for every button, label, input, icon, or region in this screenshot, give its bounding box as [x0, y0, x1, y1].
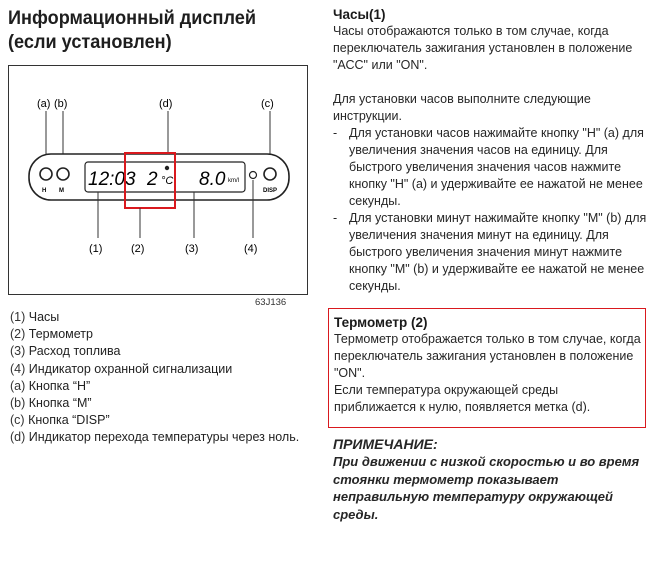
- callout-1: (1): [89, 243, 103, 255]
- m-button-label: M: [59, 188, 64, 194]
- h-button-label: H: [42, 188, 47, 194]
- m-button: [57, 168, 69, 180]
- note-text: При движении с низкой скоростью и во время стоянки термометр показывает неправильную температуру окружающей среды.: [333, 454, 640, 522]
- callout-c: (c): [261, 98, 274, 110]
- callout-4: (4): [244, 243, 258, 255]
- zero-crossing-icon: [165, 166, 169, 170]
- callout-2: (2): [131, 243, 145, 255]
- clock-section: [333, 6, 651, 295]
- h-button: [40, 168, 52, 180]
- alarm-indicator-icon: [250, 172, 257, 179]
- disp-button-label: DISP: [263, 188, 278, 194]
- list-item: (d) Индикатор перехода температуры через ноль.: [10, 430, 300, 445]
- thermometer-section: [334, 314, 642, 416]
- temp-unit: °C: [161, 175, 174, 187]
- display-figure: [8, 65, 308, 295]
- callout-a: (a): [37, 98, 51, 110]
- list-item: (b) Кнопка “M”: [10, 396, 92, 411]
- clock-setup-intro: Для установки часов выполните следующие инструкции.: [333, 92, 591, 123]
- list-item: - Для установки минут нажимайте кнопку "М" (b) для увеличения значения минут на единицу. Для быстрого увеличения значения минут нажмите кнопку "М" (b) и удерживайте ее нажатой не менее секунды.: [333, 210, 651, 295]
- list-item: (3) Расход топлива: [10, 344, 121, 359]
- list-item: (4) Индикатор охранной сигнализации: [10, 361, 233, 376]
- list-item: (c) Кнопка “DISP”: [10, 413, 110, 428]
- note-section: [333, 436, 651, 523]
- thermometer-text-1: Термометр отображается только в том случае, когда переключатель зажигания установлен в положение "ON".: [334, 332, 641, 380]
- clock-heading: Часы(1): [333, 7, 386, 22]
- list-item: (a) Кнопка “H”: [10, 378, 91, 393]
- list-item: (2) Термометр: [10, 327, 93, 342]
- page-title: Информационный дисплей (если установлен): [8, 7, 256, 53]
- fuel-reading: 8.0: [199, 169, 226, 190]
- display-illustration: [9, 66, 306, 293]
- fuel-unit: km/l: [228, 178, 239, 184]
- callout-d: (d): [159, 98, 173, 110]
- disp-button: [264, 168, 276, 180]
- list-item: - Для установки часов нажимайте кнопку "Н" (а) для увеличения значения часов на единицу. Для быстрого увеличения значения часов нажмите кнопку "Н" (а) и удерживайте ее нажатой не менее секунды.: [333, 125, 651, 210]
- note-heading: ПРИМЕЧАНИЕ:: [333, 436, 438, 452]
- callout-b: (b): [54, 98, 68, 110]
- thermometer-heading: Термометр (2): [334, 315, 428, 330]
- callout-3: (3): [185, 243, 199, 255]
- figure-code: 63J136: [255, 297, 287, 308]
- list-item: (1) Часы: [10, 310, 60, 324]
- clock-steps: [333, 125, 651, 295]
- temp-reading: 2: [147, 169, 158, 190]
- legend-list: [10, 309, 315, 447]
- clock-intro: Часы отображаются только в том случае, когда переключатель зажигания установлен в положение "АСС" или "ON".: [333, 24, 633, 72]
- clock-reading: 12:03: [88, 169, 136, 190]
- thermometer-text-2: Если температура окружающей среды приближается к нулю, появляется метка (d).: [334, 383, 591, 414]
